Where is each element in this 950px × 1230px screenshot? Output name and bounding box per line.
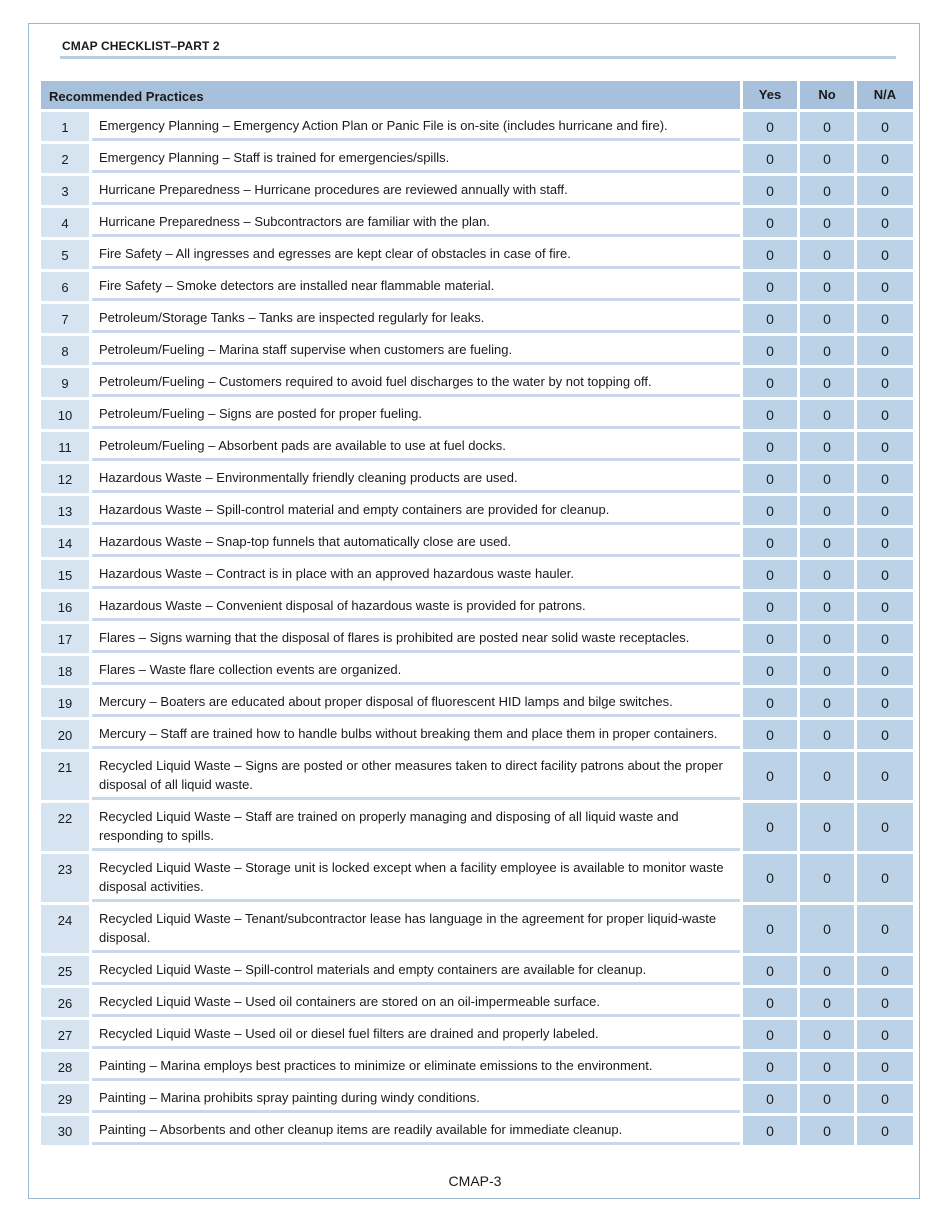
table-row	[41, 803, 909, 851]
practice-text: Hazardous Waste – Contract is in place with an approved hazardous waste hauler.	[92, 560, 740, 589]
na-value[interactable]: 0	[857, 432, 913, 461]
no-value[interactable]: 0	[800, 956, 854, 985]
no-value[interactable]: 0	[800, 1052, 854, 1081]
na-value[interactable]: 0	[857, 1116, 913, 1145]
practice-text: Fire Safety – Smoke detectors are installed near flammable material.	[92, 272, 740, 301]
practice-text: Fire Safety – All ingresses and egresses are kept clear of obstacles in case of fire.	[92, 240, 740, 269]
table-row	[41, 112, 909, 141]
no-value[interactable]: 0	[800, 496, 854, 525]
table-row	[41, 432, 909, 461]
row-number: 25	[41, 956, 89, 985]
table-row	[41, 905, 909, 953]
row-number: 27	[41, 1020, 89, 1049]
table-row	[41, 656, 909, 685]
na-value[interactable]: 0	[857, 144, 913, 173]
table-row	[41, 624, 909, 653]
yes-value[interactable]: 0	[743, 956, 797, 985]
na-value[interactable]: 0	[857, 336, 913, 365]
yes-value[interactable]: 0	[743, 1084, 797, 1113]
no-value[interactable]: 0	[800, 1116, 854, 1145]
table-row	[41, 496, 909, 525]
practice-text: Flares – Signs warning that the disposal of flares is prohibited are posted near solid waste receptacles.	[92, 624, 740, 653]
yes-column-header: Yes	[743, 81, 797, 109]
practice-text: Emergency Planning – Staff is trained for emergencies/spills.	[92, 144, 740, 173]
practice-text: Mercury – Boaters are educated about proper disposal of fluorescent HID lamps and bilge switches.	[92, 688, 740, 717]
practice-text: Painting – Absorbents and other cleanup items are readily available for immediate cleanup.	[92, 1116, 740, 1145]
table-row	[41, 1020, 909, 1049]
table-row	[41, 176, 909, 205]
practice-text: Hurricane Preparedness – Subcontractors are familiar with the plan.	[92, 208, 740, 237]
table-row	[41, 400, 909, 429]
practice-text: Painting – Marina prohibits spray painting during windy conditions.	[92, 1084, 740, 1113]
practice-text: Hurricane Preparedness – Hurricane procedures are reviewed annually with staff.	[92, 176, 740, 205]
no-value[interactable]: 0	[800, 528, 854, 557]
header-divider	[60, 56, 896, 59]
row-number: 20	[41, 720, 89, 749]
no-value[interactable]: 0	[800, 656, 854, 685]
yes-value[interactable]: 0	[743, 688, 797, 717]
yes-value[interactable]: 0	[743, 720, 797, 749]
yes-value[interactable]: 0	[743, 528, 797, 557]
row-number: 18	[41, 656, 89, 685]
na-value[interactable]: 0	[857, 1020, 913, 1049]
practice-text: Recycled Liquid Waste – Storage unit is locked except when a facility employee is available to monitor waste disposal activities.	[92, 854, 740, 902]
na-value[interactable]: 0	[857, 752, 913, 800]
na-column-header: N/A	[857, 81, 913, 109]
yes-value[interactable]: 0	[743, 624, 797, 653]
no-value[interactable]: 0	[800, 592, 854, 621]
row-number: 26	[41, 988, 89, 1017]
practice-text: Hazardous Waste – Convenient disposal of hazardous waste is provided for patrons.	[92, 592, 740, 621]
yes-value[interactable]: 0	[743, 592, 797, 621]
no-value[interactable]: 0	[800, 304, 854, 333]
no-value[interactable]: 0	[800, 1020, 854, 1049]
row-number: 3	[41, 176, 89, 205]
no-value[interactable]: 0	[800, 752, 854, 800]
no-value[interactable]: 0	[800, 905, 854, 953]
na-value[interactable]: 0	[857, 656, 913, 685]
no-value[interactable]: 0	[800, 176, 854, 205]
yes-value[interactable]: 0	[743, 905, 797, 953]
no-value[interactable]: 0	[800, 144, 854, 173]
practice-text: Recycled Liquid Waste – Used oil or diesel fuel filters are drained and properly labeled.	[92, 1020, 740, 1049]
no-value[interactable]: 0	[800, 432, 854, 461]
no-value[interactable]: 0	[800, 112, 854, 141]
row-number: 9	[41, 368, 89, 397]
table-row	[41, 720, 909, 749]
no-value[interactable]: 0	[800, 336, 854, 365]
row-number: 16	[41, 592, 89, 621]
na-value[interactable]: 0	[857, 368, 913, 397]
na-value[interactable]: 0	[857, 905, 913, 953]
table-row	[41, 272, 909, 301]
practice-text: Petroleum/Fueling – Customers required to avoid fuel discharges to the water by not topping off.	[92, 368, 740, 397]
table-row	[41, 752, 909, 800]
na-value[interactable]: 0	[857, 592, 913, 621]
na-value[interactable]: 0	[857, 624, 913, 653]
na-value[interactable]: 0	[857, 208, 913, 237]
yes-value[interactable]: 0	[743, 336, 797, 365]
row-number: 10	[41, 400, 89, 429]
row-number: 13	[41, 496, 89, 525]
table-body	[41, 112, 909, 1145]
table-row	[41, 854, 909, 902]
table-row	[41, 592, 909, 621]
yes-value[interactable]: 0	[743, 432, 797, 461]
practice-text: Mercury – Staff are trained how to handle bulbs without breaking them and place them in proper containers.	[92, 720, 740, 749]
row-number: 5	[41, 240, 89, 269]
row-number: 12	[41, 464, 89, 493]
no-value[interactable]: 0	[800, 688, 854, 717]
yes-value[interactable]: 0	[743, 656, 797, 685]
table-row	[41, 528, 909, 557]
no-value[interactable]: 0	[800, 624, 854, 653]
yes-value[interactable]: 0	[743, 240, 797, 269]
yes-value[interactable]: 0	[743, 560, 797, 589]
na-value[interactable]: 0	[857, 176, 913, 205]
table-row	[41, 1084, 909, 1113]
row-number: 22	[41, 803, 89, 851]
na-value[interactable]: 0	[857, 528, 913, 557]
row-number: 8	[41, 336, 89, 365]
table-header-row	[41, 81, 909, 109]
no-value[interactable]: 0	[800, 400, 854, 429]
yes-value[interactable]: 0	[743, 1052, 797, 1081]
practice-text: Petroleum/Fueling – Absorbent pads are available to use at fuel docks.	[92, 432, 740, 461]
na-value[interactable]: 0	[857, 988, 913, 1017]
practice-text: Hazardous Waste – Spill-control material and empty containers are provided for cleanup.	[92, 496, 740, 525]
yes-value[interactable]: 0	[743, 144, 797, 173]
row-number: 24	[41, 905, 89, 953]
practice-text: Hazardous Waste – Environmentally friendly cleaning products are used.	[92, 464, 740, 493]
table-row	[41, 688, 909, 717]
no-value[interactable]: 0	[800, 988, 854, 1017]
no-value[interactable]: 0	[800, 854, 854, 902]
table-row	[41, 560, 909, 589]
practice-text: Recycled Liquid Waste – Staff are trained on properly managing and disposing of all liquid waste and responding to spills.	[92, 803, 740, 851]
row-number: 15	[41, 560, 89, 589]
na-value[interactable]: 0	[857, 112, 913, 141]
na-value[interactable]: 0	[857, 1084, 913, 1113]
row-number: 21	[41, 752, 89, 800]
no-value[interactable]: 0	[800, 240, 854, 269]
checklist-table	[41, 81, 909, 1148]
row-number: 2	[41, 144, 89, 173]
yes-value[interactable]: 0	[743, 368, 797, 397]
table-row	[41, 144, 909, 173]
practice-text: Flares – Waste flare collection events are organized.	[92, 656, 740, 685]
no-value[interactable]: 0	[800, 464, 854, 493]
practice-text: Recycled Liquid Waste – Tenant/subcontractor lease has language in the agreement for proper liquid-waste disposal.	[92, 905, 740, 953]
row-number: 6	[41, 272, 89, 301]
yes-value[interactable]: 0	[743, 304, 797, 333]
no-value[interactable]: 0	[800, 720, 854, 749]
row-number: 11	[41, 432, 89, 461]
yes-value[interactable]: 0	[743, 988, 797, 1017]
practice-text: Recycled Liquid Waste – Used oil containers are stored on an oil-impermeable surface.	[92, 988, 740, 1017]
page-title: CMAP CHECKLIST–PART 2	[62, 39, 220, 53]
na-value[interactable]: 0	[857, 854, 913, 902]
table-row	[41, 240, 909, 269]
row-number: 23	[41, 854, 89, 902]
yes-value[interactable]: 0	[743, 854, 797, 902]
row-number: 17	[41, 624, 89, 653]
na-value[interactable]: 0	[857, 272, 913, 301]
practice-text: Recycled Liquid Waste – Spill-control materials and empty containers are available for cleanup.	[92, 956, 740, 985]
table-row	[41, 368, 909, 397]
yes-value[interactable]: 0	[743, 496, 797, 525]
table-row	[41, 988, 909, 1017]
table-row	[41, 1116, 909, 1145]
na-value[interactable]: 0	[857, 803, 913, 851]
no-value[interactable]: 0	[800, 560, 854, 589]
practice-text: Recycled Liquid Waste – Signs are posted or other measures taken to direct facility patrons about the proper disposal of all liquid waste.	[92, 752, 740, 800]
na-value[interactable]: 0	[857, 1052, 913, 1081]
table-row	[41, 1052, 909, 1081]
row-number: 4	[41, 208, 89, 237]
na-value[interactable]: 0	[857, 496, 913, 525]
row-number: 1	[41, 112, 89, 141]
table-row	[41, 956, 909, 985]
yes-value[interactable]: 0	[743, 1116, 797, 1145]
yes-value[interactable]: 0	[743, 803, 797, 851]
yes-value[interactable]: 0	[743, 1020, 797, 1049]
yes-value[interactable]: 0	[743, 272, 797, 301]
no-value[interactable]: 0	[800, 368, 854, 397]
table-row	[41, 464, 909, 493]
no-value[interactable]: 0	[800, 208, 854, 237]
yes-value[interactable]: 0	[743, 752, 797, 800]
no-value[interactable]: 0	[800, 272, 854, 301]
na-value[interactable]: 0	[857, 560, 913, 589]
yes-value[interactable]: 0	[743, 176, 797, 205]
row-number: 14	[41, 528, 89, 557]
na-value[interactable]: 0	[857, 688, 913, 717]
na-value[interactable]: 0	[857, 400, 913, 429]
row-number: 29	[41, 1084, 89, 1113]
practice-text: Emergency Planning – Emergency Action Plan or Panic File is on-site (includes hurricane and fire).	[92, 112, 740, 141]
table-row	[41, 208, 909, 237]
practice-text: Painting – Marina employs best practices to minimize or eliminate emissions to the environment.	[92, 1052, 740, 1081]
no-value[interactable]: 0	[800, 803, 854, 851]
table-row	[41, 336, 909, 365]
row-number: 30	[41, 1116, 89, 1145]
practices-column-header: Recommended Practices	[41, 81, 740, 109]
yes-value[interactable]: 0	[743, 112, 797, 141]
no-value[interactable]: 0	[800, 1084, 854, 1113]
table-row	[41, 304, 909, 333]
na-value[interactable]: 0	[857, 464, 913, 493]
na-value[interactable]: 0	[857, 720, 913, 749]
na-value[interactable]: 0	[857, 304, 913, 333]
yes-value[interactable]: 0	[743, 208, 797, 237]
yes-value[interactable]: 0	[743, 400, 797, 429]
no-column-header: No	[800, 81, 854, 109]
practice-text: Petroleum/Fueling – Marina staff supervise when customers are fueling.	[92, 336, 740, 365]
na-value[interactable]: 0	[857, 956, 913, 985]
na-value[interactable]: 0	[857, 240, 913, 269]
yes-value[interactable]: 0	[743, 464, 797, 493]
practice-text: Petroleum/Fueling – Signs are posted for proper fueling.	[92, 400, 740, 429]
row-number: 19	[41, 688, 89, 717]
practice-text: Petroleum/Storage Tanks – Tanks are inspected regularly for leaks.	[92, 304, 740, 333]
practice-text: Hazardous Waste – Snap-top funnels that automatically close are used.	[92, 528, 740, 557]
page-number: CMAP-3	[448, 1173, 502, 1189]
row-number: 7	[41, 304, 89, 333]
row-number: 28	[41, 1052, 89, 1081]
